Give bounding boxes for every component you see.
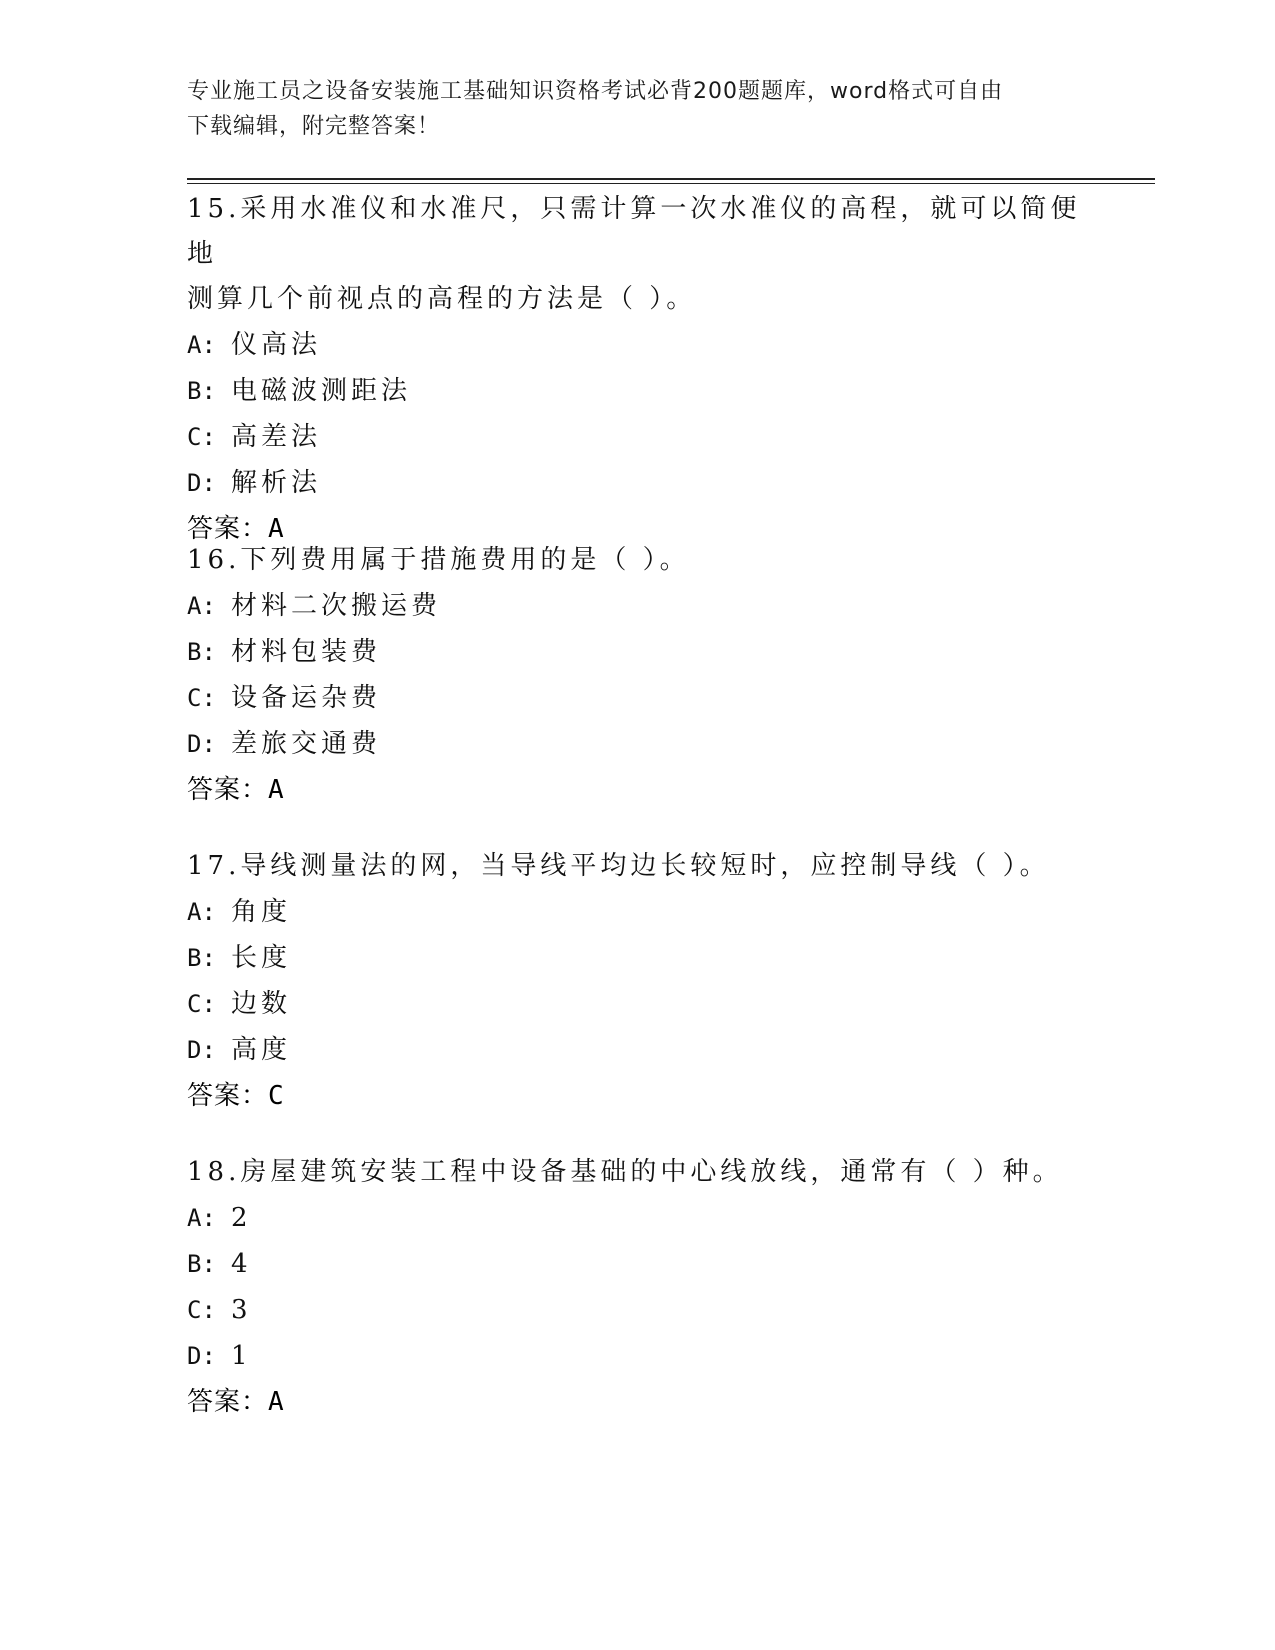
option-text: 高度: [231, 1035, 292, 1065]
option-letter: A:: [187, 898, 216, 926]
option-letter: D:: [187, 469, 216, 497]
option-text: 3: [231, 1295, 252, 1325]
question-stem-line: 17.导线测量法的网，当导线平均边长较短时，应控制导线（ ）。: [187, 851, 1050, 881]
option-letter: D:: [187, 1036, 216, 1064]
option-d: [187, 1333, 1087, 1379]
option-text: 仪高法: [231, 330, 322, 360]
option-a: [187, 322, 1087, 368]
option-letter: B:: [187, 638, 216, 666]
option-c: [187, 675, 1087, 721]
option-c: [187, 414, 1087, 460]
header-divider-thin: [187, 183, 1155, 184]
option-letter: B:: [187, 1250, 216, 1278]
option-text: 设备运杂费: [231, 683, 382, 713]
option-d: [187, 460, 1087, 506]
option-text: 电磁波测距法: [231, 376, 412, 406]
answer-label: 答案：: [187, 775, 269, 805]
option-text: 高差法: [231, 422, 322, 452]
option-letter: B:: [187, 377, 216, 405]
option-b: [187, 935, 1087, 981]
option-letter: D:: [187, 730, 216, 758]
option-a: [187, 1195, 1087, 1241]
option-text: 差旅交通费: [231, 729, 382, 759]
question-16: [187, 538, 1087, 813]
question-15: [187, 187, 1087, 552]
question-stem: [187, 538, 1087, 583]
option-letter: A:: [187, 1204, 216, 1232]
option-a: [187, 889, 1087, 935]
option-c: [187, 981, 1087, 1027]
question-stem: [187, 1150, 1087, 1195]
answer: [187, 1073, 1087, 1119]
option-d: [187, 721, 1087, 767]
option-letter: C:: [187, 1296, 216, 1324]
answer-label: 答案：: [187, 1081, 269, 1111]
header-line-1: 专业施工员之设备安装施工基础知识资格考试必背200题题库，word格式可自由: [187, 79, 1004, 104]
option-letter: A:: [187, 331, 216, 359]
option-text: 1: [231, 1341, 252, 1371]
question-17: [187, 844, 1087, 1119]
option-a: [187, 583, 1087, 629]
answer-value: A: [268, 514, 285, 544]
answer-label: 答案：: [187, 1387, 269, 1417]
option-text: 材料二次搬运费: [231, 591, 442, 621]
question-stem: [187, 187, 1087, 322]
option-b: [187, 629, 1087, 675]
answer: [187, 767, 1087, 813]
option-letter: B:: [187, 944, 216, 972]
option-b: [187, 1241, 1087, 1287]
option-text: 4: [231, 1249, 252, 1279]
question-stem: [187, 844, 1087, 889]
answer-label: 答案：: [187, 514, 269, 544]
answer-value: A: [268, 775, 285, 805]
option-text: 材料包装费: [231, 637, 382, 667]
option-letter: C:: [187, 990, 216, 1018]
option-text: 2: [231, 1203, 252, 1233]
option-letter: C:: [187, 423, 216, 451]
option-text: 角度: [231, 897, 292, 927]
answer-value: A: [268, 1387, 285, 1417]
question-stem-line: 15.采用水准仪和水准尺，只需计算一次水准仪的高程，就可以简便地: [187, 194, 1081, 269]
option-d: [187, 1027, 1087, 1073]
question-stem-line: 测算几个前视点的高程的方法是（ ）。: [187, 284, 697, 314]
option-text: 长度: [231, 943, 292, 973]
option-letter: C:: [187, 684, 216, 712]
option-b: [187, 368, 1087, 414]
question-stem-line: 16.下列费用属于措施费用的是（ ）。: [187, 545, 690, 575]
answer: [187, 1379, 1087, 1425]
header-line-2: 下载编辑，附完整答案！: [187, 114, 441, 139]
option-text: 边数: [231, 989, 292, 1019]
question-stem-line: 18.房屋建筑安装工程中设备基础的中心线放线，通常有（ ）种。: [187, 1157, 1063, 1187]
option-text: 解析法: [231, 468, 322, 498]
option-letter: D:: [187, 1342, 216, 1370]
document-header: [187, 74, 1067, 144]
answer-value: C: [268, 1081, 285, 1111]
header-divider-thick: [187, 178, 1155, 180]
option-c: [187, 1287, 1087, 1333]
question-18: [187, 1150, 1087, 1425]
option-letter: A:: [187, 592, 216, 620]
